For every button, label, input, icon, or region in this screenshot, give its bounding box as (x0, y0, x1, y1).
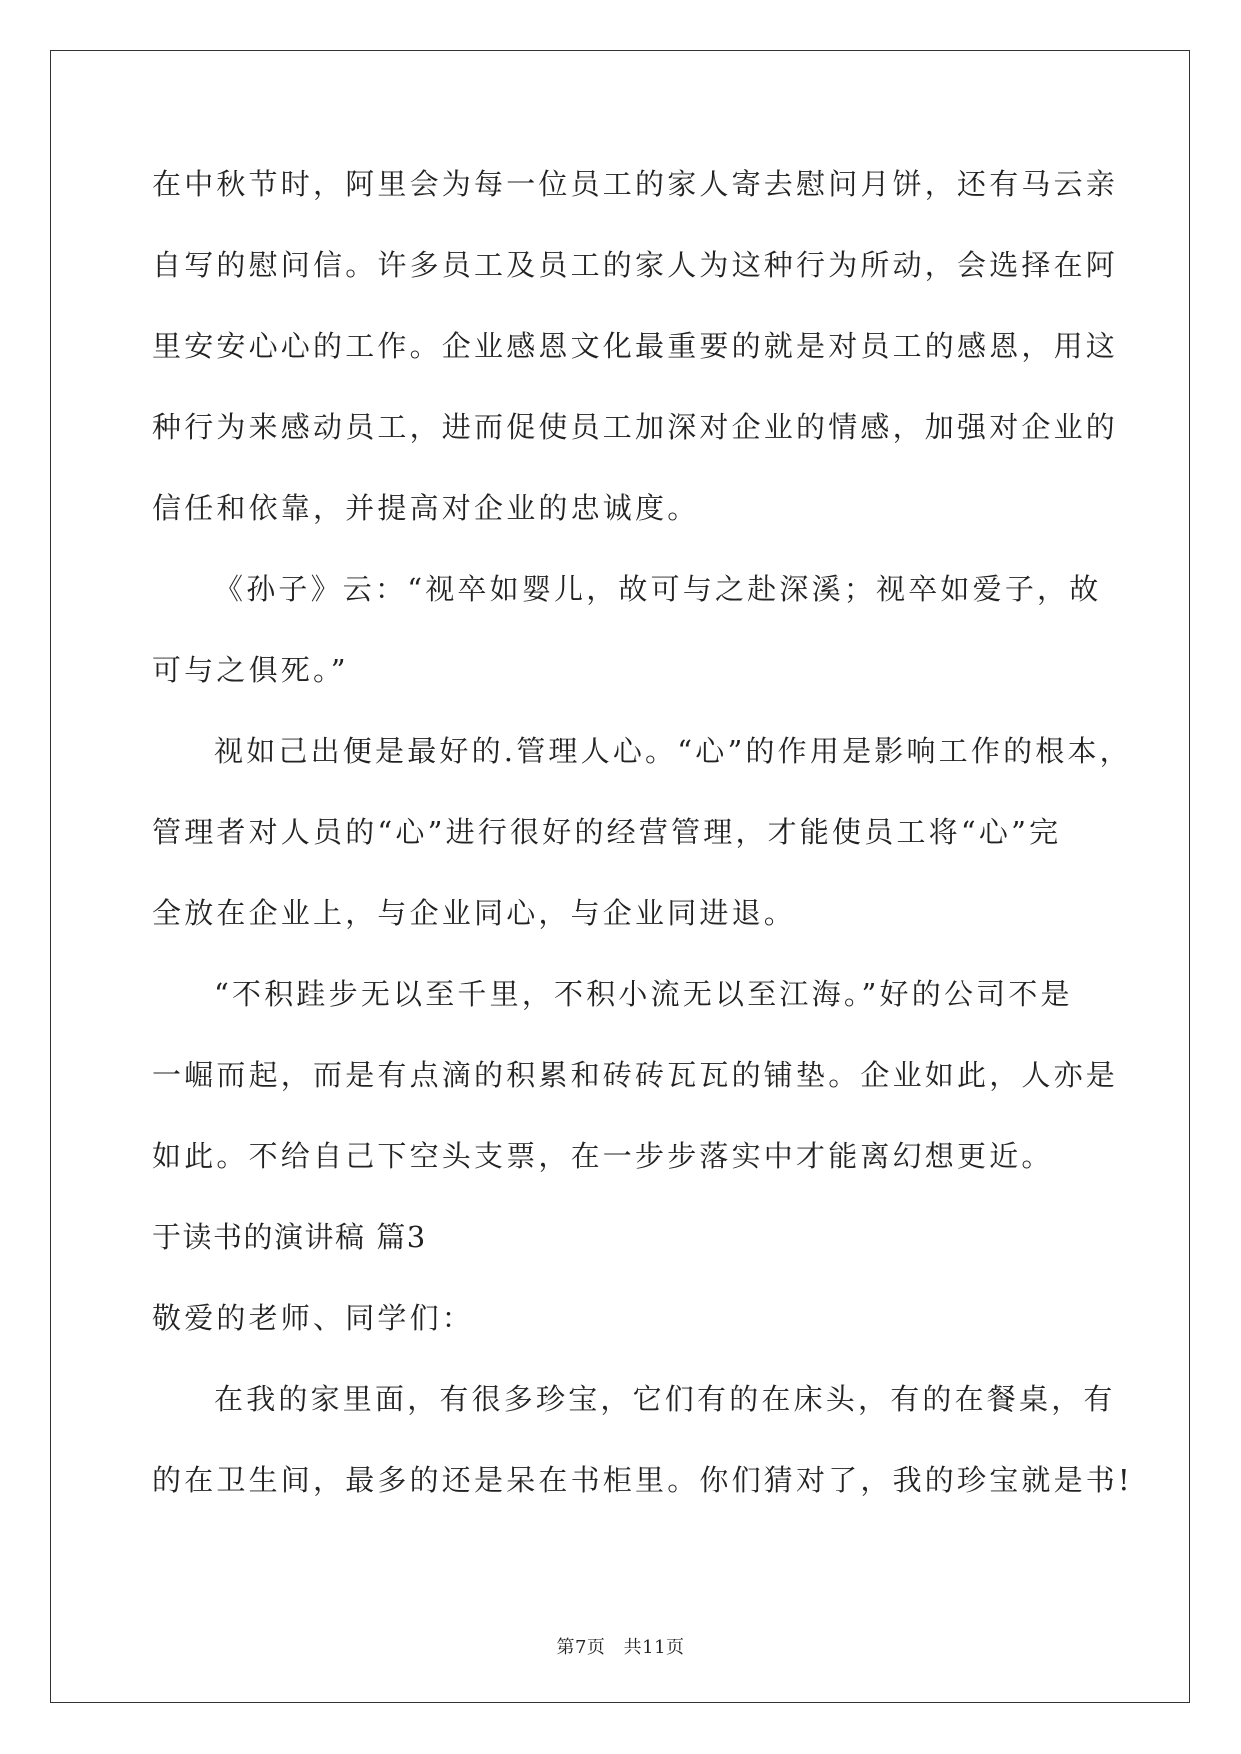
paragraph-3 (152, 727, 1132, 970)
document-body (152, 160, 1133, 1537)
text-line: 里安安心心的工作。企业感恩文化最重要的就是对员工的感恩，用这 (152, 329, 1119, 363)
paragraph-1 (152, 160, 1119, 565)
page-total: 共11页 (623, 1637, 685, 1658)
page-number: 第7页 (556, 1637, 606, 1658)
text-line: 信任和依靠，并提高对企业的忠诚度。 (152, 491, 700, 525)
text-line: 如此。不给自己下空头支票，在一步步落实中才能离幻想更近。 (152, 1139, 1054, 1173)
text-line: 《孙子》云：“视卒如婴儿，故可与之赴深溪；视卒如爱子，故 (214, 572, 1102, 606)
text-line: “不积跬步无以至千里，不积小流无以至江海。”好的公司不是 (214, 977, 1073, 1011)
text-line: 全放在企业上，与企业同心，与企业同进退。 (152, 896, 797, 930)
text-line: 自写的慰问信。许多员工及员工的家人为这种行为所动，会选择在阿 (152, 248, 1119, 282)
greeting: 敬爱的老师、同学们： (152, 1301, 475, 1335)
text-line: 视如己出便是最好的.管理人心。“心”的作用是影响工作的根本， (214, 734, 1132, 768)
page-footer (0, 1633, 1241, 1659)
text-line: 种行为来感动员工，进而促使员工加深对企业的情感，加强对企业的 (152, 410, 1119, 444)
text-line: 管理者对人员的“心”进行很好的经营管理，才能使员工将“心”完 (152, 815, 1062, 849)
text-line: 在我的家里面，有很多珍宝，它们有的在床头，有的在餐桌，有 (214, 1382, 1116, 1416)
text-line: 的在卫生间，最多的还是呆在书柜里。你们猜对了，我的珍宝就是书! (152, 1463, 1133, 1497)
paragraph-2 (152, 565, 1102, 727)
text-line: 一崛而起，而是有点滴的积累和砖砖瓦瓦的铺垫。企业如此，人亦是 (152, 1058, 1119, 1092)
text-line: 在中秋节时，阿里会为每一位员工的家人寄去慰问月饼，还有马云亲 (152, 167, 1119, 201)
section-heading: 于读书的演讲稿 篇3 (152, 1220, 427, 1254)
paragraph-5 (152, 1375, 1133, 1537)
paragraph-4 (152, 970, 1119, 1213)
text-line: 可与之俱死。” (152, 653, 349, 687)
